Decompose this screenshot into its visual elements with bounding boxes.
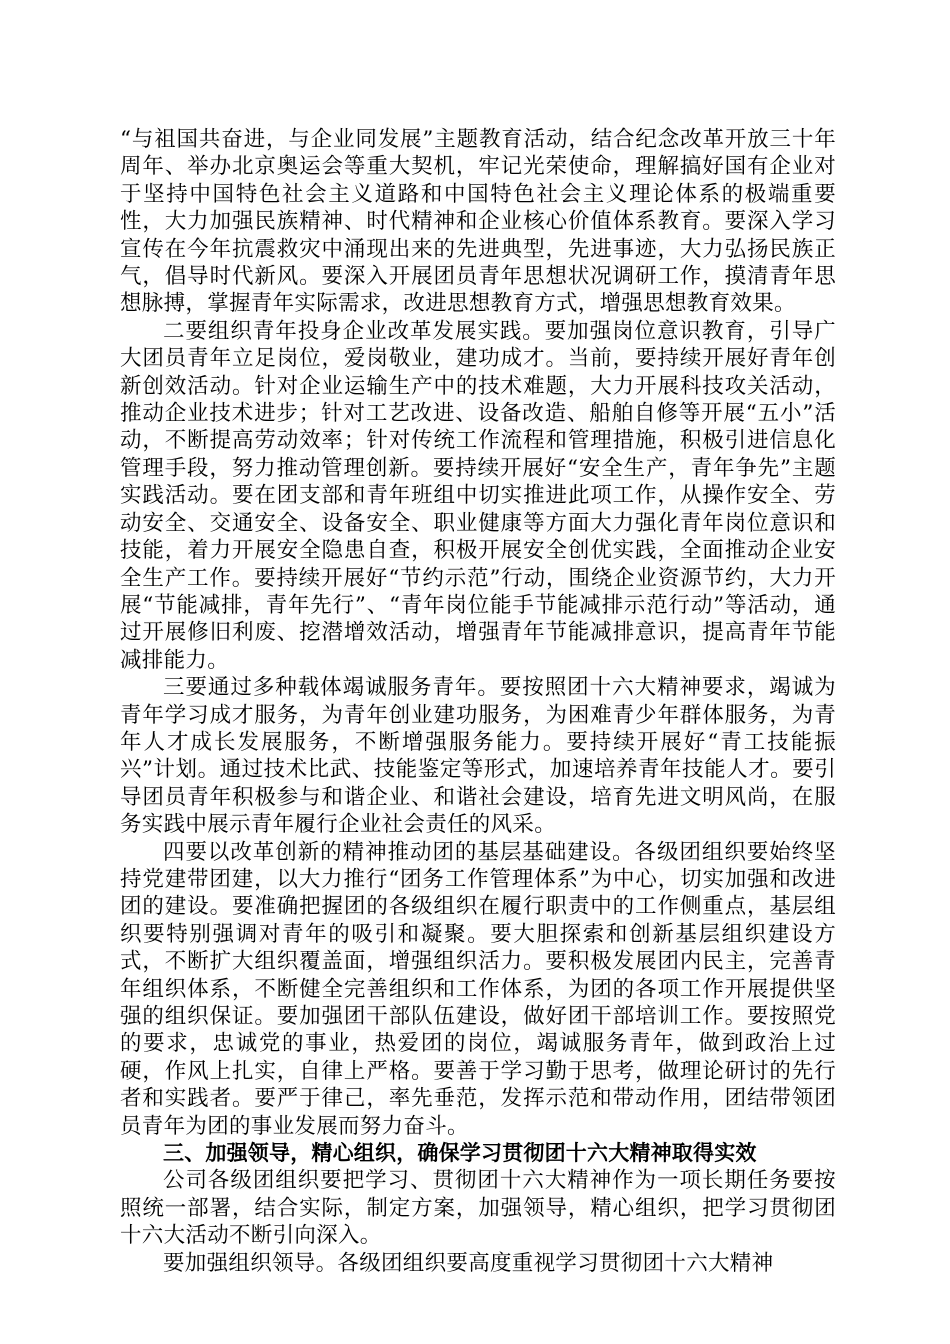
paragraph-serve-youth: 三要通过多种载体竭诚服务青年。要按照团十六大精神要求，竭诚为青年学习成才服务，为青年创业建功服务，为困难青少年群体服务，为青年人才成长发展服务，不断增强服务能力。要持续开展好“青工技能振兴”计划。通过技术比武、技能鉴定等形式，加速培养青年技能人才。要引导团员青年积极参与和谐企业、和谐社会建设，培育先进文明风尚，在服务实践中展示青年履行企业社会责任的风采。 <box>120 675 836 838</box>
paragraph-leadership: 要加强组织领导。各级团组织要高度重视学习贯彻团十六大精神 <box>163 1250 774 1276</box>
document-page <box>120 126 836 1277</box>
section-heading: 三、加强领导，精心组织，确保学习贯彻团十六大精神取得实效 <box>163 1141 757 1166</box>
paragraph-long-term-task: 公司各级团组织要把学习、贯彻团十六大精神作为一项长期任务要按照统一部署，结合实际，制定方案，加强领导，精心组织，把学习贯彻团十六大活动不断引向深入。 <box>120 1168 836 1249</box>
paragraph-grassroots-building: 四要以改革创新的精神推动团的基层基础建设。各级团组织要始终坚持党建带团建，以大力推行“团务工作管理体系”为中心，切实加强和改进团的建设。要准确把握团的各级组织在履行职责中的工作侧重点，基层组织要特别强调对青年的吸引和凝聚。要大胆探索和创新基层组织建设方式，不断扩大组织覆盖面，增强组织活力。要积极发展团内民主，完善青年组织体系，不断健全完善组织和工作体系，为团的各项工作开展提供坚强的组织保证。要加强团干部队伍建设，做好团干部培训工作。要按照党的要求，忠诚党的事业，热爱团的岗位，竭诚服务青年，做到政治上过硬，作风上扎实，自律上严格。要善于学习勤于思考，做理论研讨的先行者和实践者。要严于律己，率先垂范，发挥示范和带动作用，团结带领团员青年为团的事业发展而努力奋斗。 <box>120 839 836 1139</box>
paragraph-youth-practice: 二要组织青年投身企业改革发展实践。要加强岗位意识教育，引导广大团员青年立足岗位，爱岗敬业，建功成才。当前，要持续开展好青年创新创效活动。针对企业运输生产中的技术难题，大力开展科技攻关活动，推动企业技术进步；针对工艺改进、设备改造、船舶自修等开展“五小”活动，不断提高劳动效率；针对传统工作流程和管理措施，积极引进信息化管理手段，努力推动管理创新。要持续开展好“安全生产，青年争先”主题实践活动。要在团支部和青年班组中切实推进此项工作，从操作安全、劳动安全、交通安全、设备安全、职业健康等方面大力强化青年岗位意识和技能，着力开展安全隐患自查，积极开展安全创优实践，全面推动企业安全生产工作。要持续开展好“节约示范”行动，围绕企业资源节约，大力开展“节能减排，青年先行”、“青年岗位能手节能减排示范行动”等活动，通过开展修旧利废、挖潜增效活动，增强青年节能减排意识，提高青年节能减排能力。 <box>120 318 836 673</box>
paragraph-theme-education: “与祖国共奋进，与企业同发展”主题教育活动，结合纪念改革开放三十年周年、举办北京奥运会等重大契机，牢记光荣使命，理解搞好国有企业对于坚持中国特色社会主义道路和中国特色社会主义理论体系的极端重要性，大力加强民族精神、时代精神和企业核心价值体系教育。要深入学习宣传在今年抗震救灾中涌现出来的先进典型，先进事迹，大力弘扬民族正气，倡导时代新风。要深入开展团员青年思想状况调研工作，摸清青年思想脉搏，掌握青年实际需求，改进思想教育方式，增强思想教育效果。 <box>120 127 836 317</box>
